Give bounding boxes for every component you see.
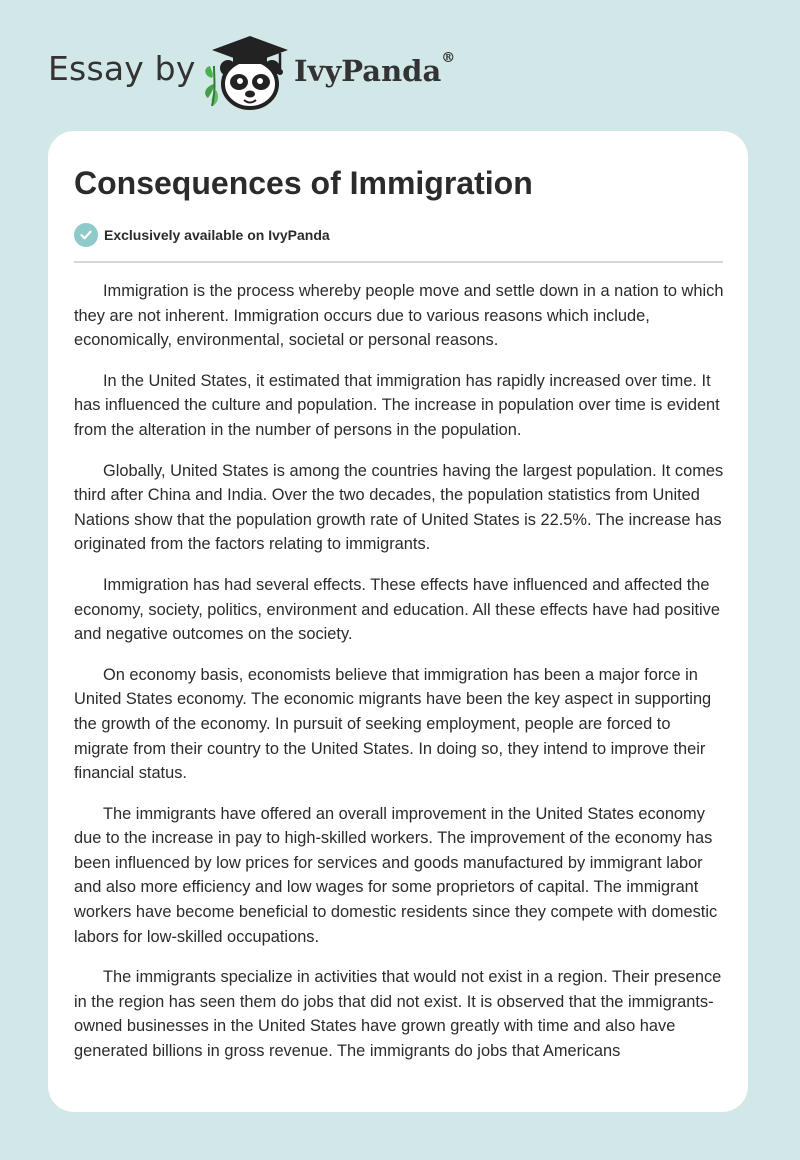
brand-name-text: IvyPanda [294, 54, 442, 88]
registered-mark: ® [441, 50, 456, 66]
ivy-leaf-icon [205, 66, 218, 106]
divider [74, 261, 723, 263]
paragraph: Immigration is the process whereby people move and settle down in a nation to which they are not inherent. Immigration occurs due to various reasons which include, economically, environmental, societal or personal reasons. [74, 282, 724, 350]
essay-by-label: Essay by [48, 49, 196, 88]
paragraph: The immigrants specialize in activities that would not exist in a region. Their presence in the region has seen them do jobs that did not exist. It is observed that the immigrants-owned businesses in the United States have grown greatly with time and also have generated billions in gross revenue. The immigrants do jobs that Americans [74, 968, 722, 1061]
exclusive-label: Exclusively available on IvyPanda [104, 227, 330, 243]
panda-head-icon [220, 60, 280, 108]
panda-graduate-logo-icon[interactable] [200, 32, 296, 112]
check-circle-icon [74, 223, 98, 247]
paragraph: In the United States, it estimated that immigration has rapidly increased over time. It has influenced the culture and population. The increase in population over time is evident from the alteration in the number of persons in the population. [74, 371, 720, 439]
site-header [48, 28, 548, 112]
page-title: Consequences of Immigration [74, 165, 533, 201]
paragraph: Immigration has had several effects. These effects have influenced and affected the economy, society, politics, environment and education. All these effects have had positive and negative outcomes on the society. [74, 575, 720, 644]
brand-name[interactable] [294, 50, 456, 88]
paragraph: The immigrants have offered an overall improvement in the United States economy due to the increase in pay to high-skilled workers. The improvement of the economy has been influenced by low prices for services and goods manufactured by immigrant labor and also more efficiency and low wages for some proprietors of capital. The immigrant workers have become beneficial to domestic residents since they compete with domestic labors for low-skilled occupations. [74, 804, 718, 946]
essay-card [48, 131, 748, 1112]
paragraph: On economy basis, economists believe that immigration has been a major force in United States economy. The economic migrants have been the key aspect in supporting the growth of the economy. In pursuit of seeking employment, people are forced to migrate from their country to the United States. In doing so, they intend to improve their financial status. [74, 665, 712, 783]
paragraph: Globally, United States is among the countries having the largest population. It comes third after China and India. Over the two decades, the population statistics from United Nations show that the population growth rate of United States is 22.5%. The increase has originated from the factors relating to immigrants. [74, 461, 724, 554]
exclusive-badge [74, 222, 330, 248]
essay-body [74, 279, 726, 1080]
